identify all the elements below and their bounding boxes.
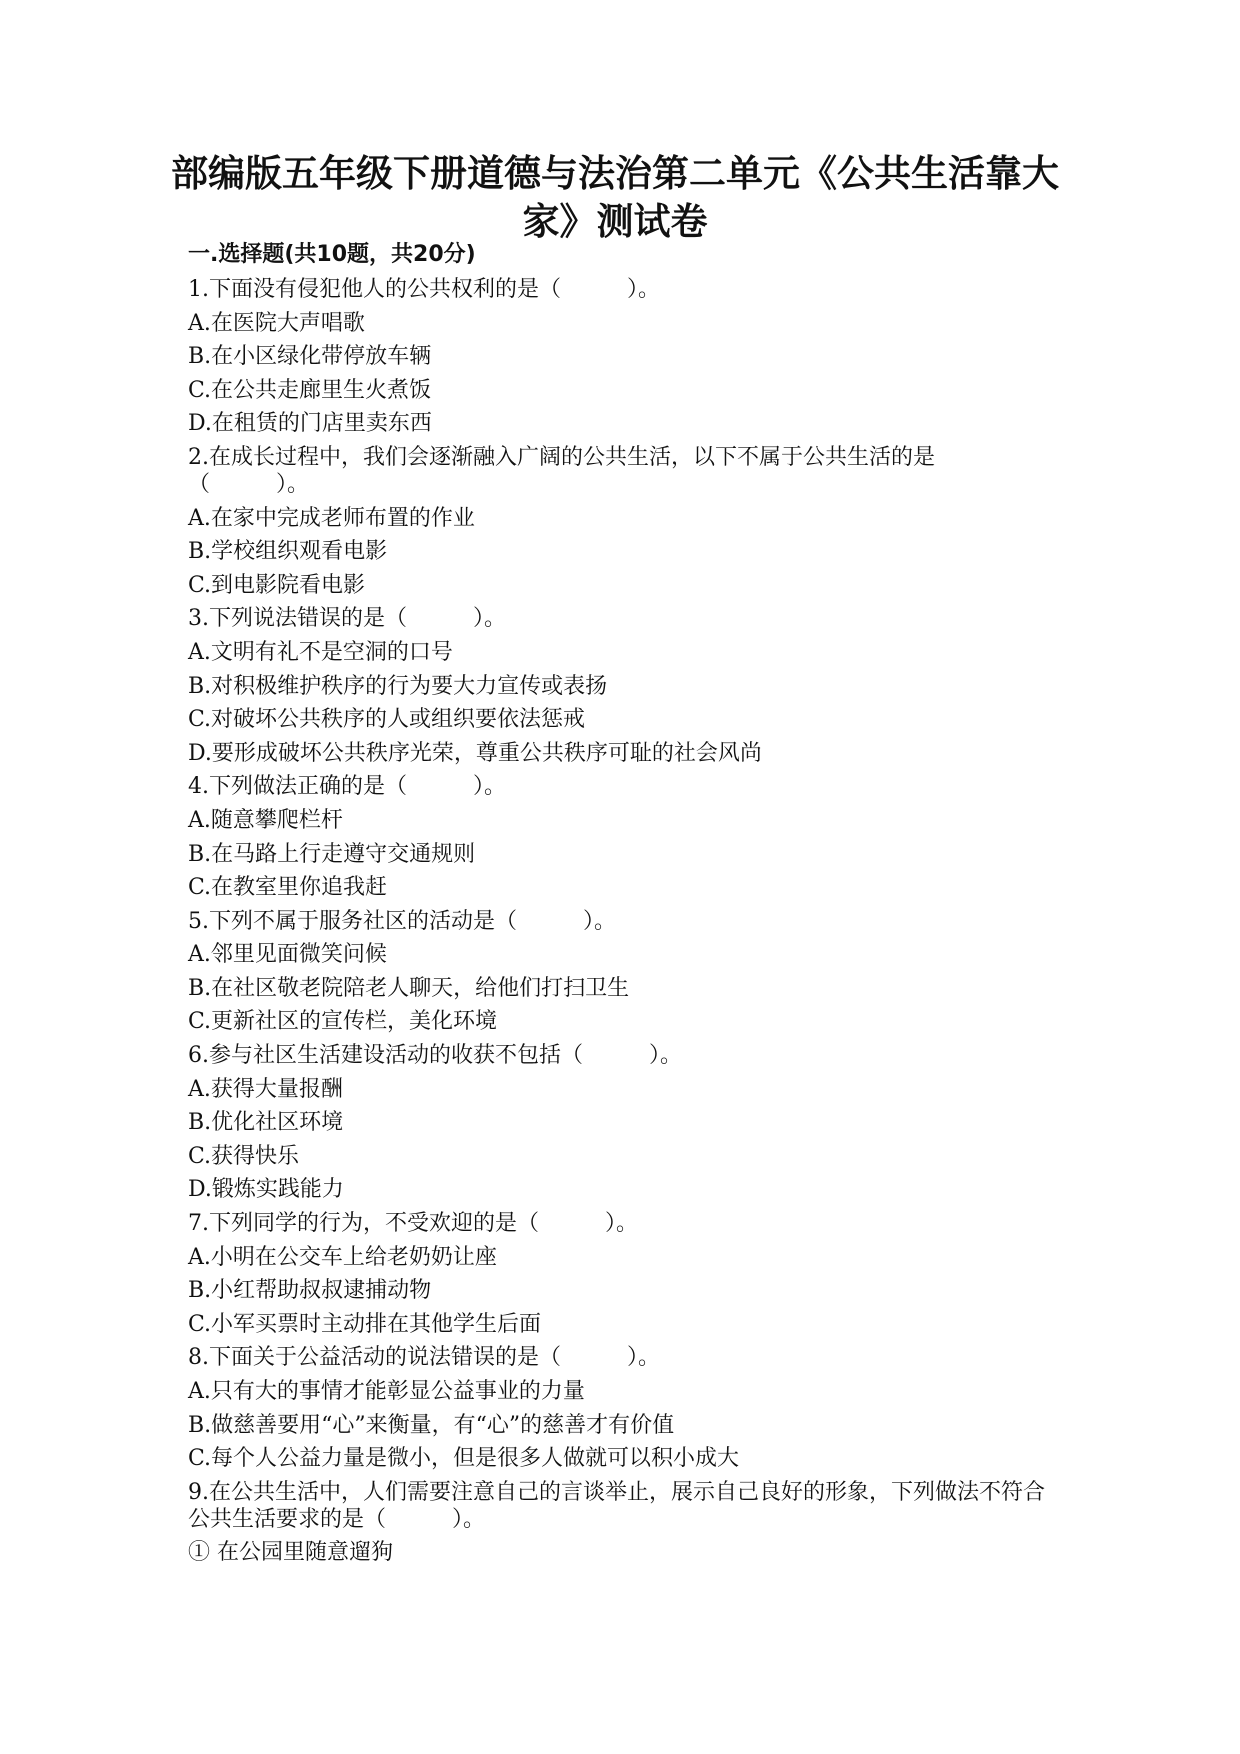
option-b: B.优化社区环境 bbox=[188, 1110, 344, 1136]
question-stem: 1.下面没有侵犯他人的公共权利的是（ ）。 bbox=[188, 277, 660, 302]
option-d: D.锻炼实践能力 bbox=[188, 1177, 344, 1203]
option-1: ① 在公园里随意遛狗 bbox=[188, 1540, 393, 1566]
option-b: B.对积极维护秩序的行为要大力宣传或表扬 bbox=[188, 673, 608, 699]
option-d: D.在租赁的门店里卖东西 bbox=[188, 411, 432, 437]
option-c: C.对破坏公共秩序的人或组织要依法惩戒 bbox=[188, 707, 586, 733]
option-c: C.获得快乐 bbox=[188, 1143, 300, 1169]
question-4 bbox=[188, 770, 1048, 904]
question-stem: 7.下列同学的行为，不受欢迎的是（ ）。 bbox=[188, 1211, 638, 1237]
option-a: A.只有大的事情才能彰显公益事业的力量 bbox=[188, 1379, 585, 1404]
option-b: B.学校组织观看电影 bbox=[188, 539, 388, 565]
question-stem: 3.下列说法错误的是（ ）。 bbox=[188, 606, 506, 632]
option-c: C.更新社区的宣传栏，美化环境 bbox=[188, 1009, 498, 1035]
section-heading: 一.选择题(共10题，共20分) bbox=[188, 242, 476, 267]
option-a: A.小明在公交车上给老奶奶让座 bbox=[188, 1244, 497, 1270]
question-8 bbox=[188, 1341, 1048, 1475]
option-b: B.小红帮助叔叔逮捕动物 bbox=[188, 1278, 432, 1304]
question-list bbox=[188, 273, 1048, 1570]
option-c: C.在教室里你追我赶 bbox=[188, 875, 388, 901]
question-stem: 8.下面关于公益活动的说法错误的是（ ）。 bbox=[188, 1345, 660, 1371]
question-1 bbox=[188, 273, 1048, 441]
question-stem: 2.在成长过程中，我们会逐渐融入广阔的公共生活，以下不属于公共生活的是（ ）。 bbox=[188, 444, 935, 497]
question-5 bbox=[188, 905, 1048, 1039]
option-a: A.在家中完成老师布置的作业 bbox=[188, 505, 475, 531]
question-2 bbox=[188, 441, 1048, 602]
option-d: D.要形成破坏公共秩序光荣，尊重公共秩序可耻的社会风尚 bbox=[188, 740, 762, 766]
question-7 bbox=[188, 1207, 1048, 1341]
option-b: B.在社区敬老院陪老人聊天，给他们打扫卫生 bbox=[188, 975, 630, 1001]
option-b: B.在马路上行走遵守交通规则 bbox=[188, 841, 476, 867]
question-stem: 6.参与社区生活建设活动的收获不包括（ ）。 bbox=[188, 1043, 682, 1069]
question-stem: 4.下列做法正确的是（ ）。 bbox=[188, 774, 506, 800]
option-a: A.文明有礼不是空洞的口号 bbox=[188, 639, 453, 665]
option-c: C.在公共走廊里生火煮饭 bbox=[188, 377, 432, 403]
option-b: B.做慈善要用“心”来衡量，有“心”的慈善才有价值 bbox=[188, 1412, 675, 1438]
option-a: A.随意攀爬栏杆 bbox=[188, 807, 343, 833]
question-stem: 5.下列不属于服务社区的活动是（ ）。 bbox=[188, 908, 616, 934]
option-c: C.每个人公益力量是微小，但是很多人做就可以积小成大 bbox=[188, 1446, 740, 1472]
option-b: B.在小区绿化带停放车辆 bbox=[188, 344, 432, 370]
option-a: A.获得大量报酬 bbox=[188, 1076, 343, 1102]
option-a: A.在医院大声唱歌 bbox=[188, 310, 365, 336]
question-3 bbox=[188, 602, 1048, 770]
question-6 bbox=[188, 1039, 1048, 1207]
option-c: C.小军买票时主动排在其他学生后面 bbox=[188, 1311, 542, 1337]
page-title: 部编版五年级下册道德与法治第二单元《公共生活靠大家》测试卷 bbox=[171, 152, 1059, 243]
option-c: C.到电影院看电影 bbox=[188, 572, 366, 598]
question-stem: 9.在公共生活中，人们需要注意自己的言谈举止，展示自己良好的形象，下列做法不符合公共生活要求的是（ ）。 bbox=[188, 1479, 1045, 1532]
question-9 bbox=[188, 1476, 1048, 1570]
option-a: A.邻里见面微笑问候 bbox=[188, 942, 387, 968]
